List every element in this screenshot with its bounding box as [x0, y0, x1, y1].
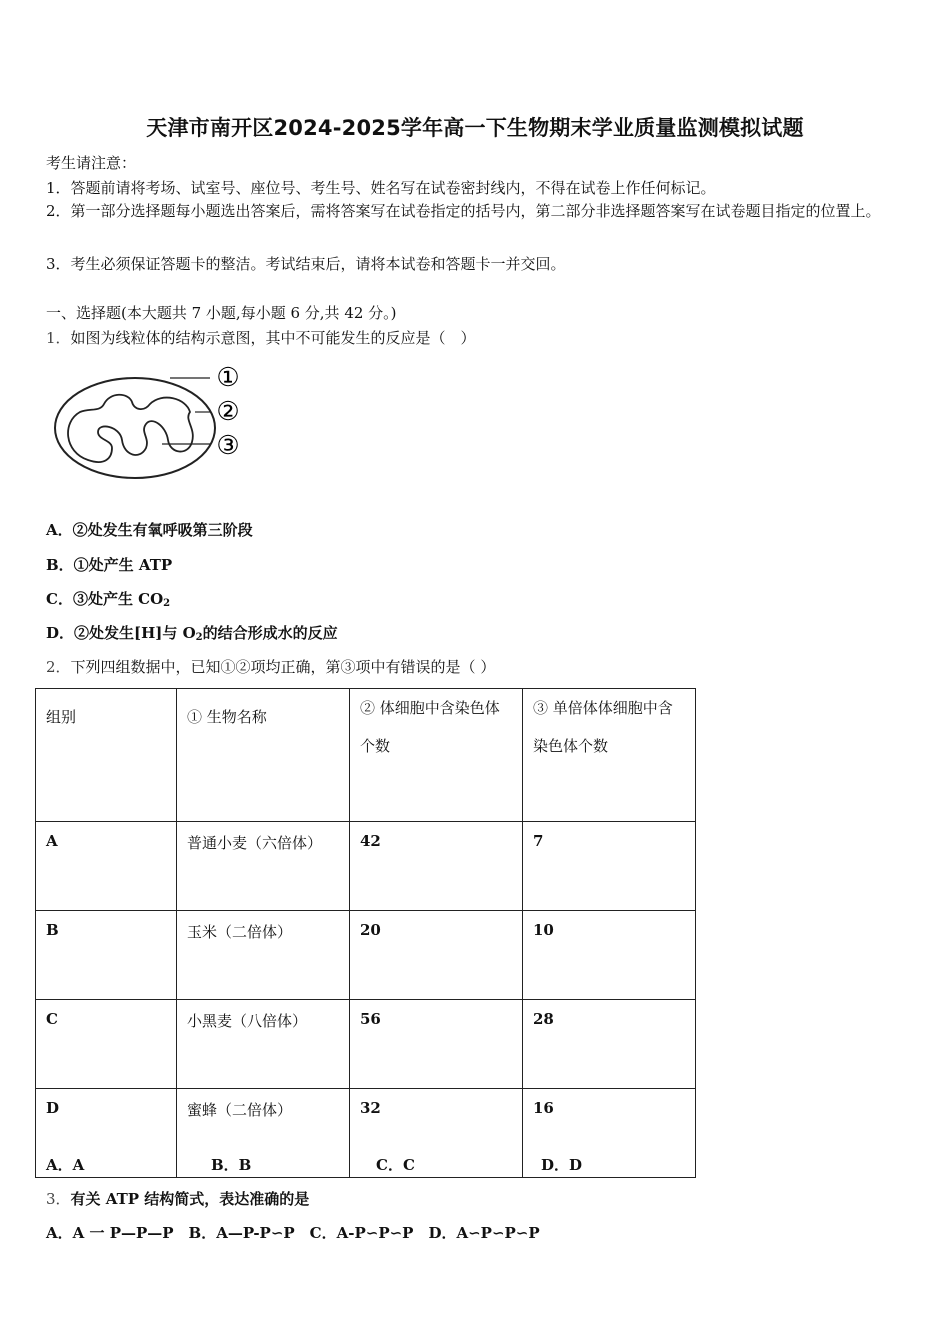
question-stem: 如图为线粒体的结构示意图，其中不可能发生的反应是（ ）	[70, 329, 476, 347]
question-2	[46, 656, 495, 677]
table-cell: 蜜蜂（二倍体）	[177, 1089, 350, 1178]
q1-option-c: C．③处产生 $CO_2$	[46, 590, 171, 609]
question-number: 3．	[46, 1190, 71, 1208]
q2-option-d: D．D	[541, 1156, 583, 1174]
question-1	[46, 327, 476, 348]
table-cell: D	[36, 1089, 177, 1178]
q1-option-b: B．①处产生 ATP	[46, 556, 173, 574]
table-cell: 42	[350, 822, 523, 911]
table-cell: 普通小麦（六倍体）	[177, 822, 350, 911]
table-cell: B	[36, 911, 177, 1000]
table-cell: 玉米（二倍体）	[177, 911, 350, 1000]
question-stem: 下列四组数据中，已知①②项均正确，第③项中有错误的是（ ）	[70, 658, 496, 676]
q2-option-b: B．B	[211, 1156, 252, 1174]
table-row	[36, 1089, 696, 1178]
table-header-row	[36, 689, 696, 822]
q1-option-a: A．②处发生有氧呼吸第三阶段	[46, 521, 253, 539]
q2-option-a: A．A	[46, 1156, 85, 1174]
question-3	[46, 1188, 309, 1209]
table-row	[36, 1000, 696, 1089]
table-cell: 16	[523, 1089, 696, 1178]
inner-membrane-cristae	[68, 395, 193, 462]
table-row	[36, 911, 696, 1000]
table-cell: A	[36, 822, 177, 911]
label-2: ②	[216, 397, 240, 427]
table-cell: 56	[350, 1000, 523, 1089]
table-cell: 28	[523, 1000, 696, 1089]
page-title: 天津市南开区2024-2025学年高一下生物期末学业质量监测模拟试题	[146, 116, 804, 140]
notice-item-3: 3．考生必须保证答题卡的整洁。考试结束后，请将本试卷和答题卡一并交回。	[46, 255, 566, 273]
q2-option-c: C．C	[376, 1156, 415, 1174]
table-cell: 小黑麦（八倍体）	[177, 1000, 350, 1089]
question-number: 1．	[46, 329, 71, 347]
table-header-cell: ③ 单倍体体细胞中含染色体个数	[523, 689, 696, 822]
question-number: 2．	[46, 658, 71, 676]
question-stem: 有关 ATP 结构简式，表达准确的是	[70, 1190, 310, 1208]
table-cell: C	[36, 1000, 177, 1089]
table-cell: 20	[350, 911, 523, 1000]
table-header-cell: ② 体细胞中含染色体个数	[350, 689, 523, 822]
notice-item-1: 1．答题前请将考场、试室号、座位号、考生号、姓名写在试卷密封线内，不得在试卷上作任何标记。	[46, 179, 716, 197]
table-cell: 32	[350, 1089, 523, 1178]
label-3: ③	[216, 431, 240, 461]
mitochondrion-diagram	[50, 362, 250, 492]
chromosome-table	[35, 688, 696, 1178]
notice-item-2: 2．第一部分选择题每小题选出答案后，需将答案写在试卷指定的括号内，第二部分非选择题答案写在试卷题目指定的位置上。	[46, 202, 881, 220]
table-row	[36, 822, 696, 911]
notice-heading: 考生请注意：	[46, 154, 137, 172]
table-header-cell: ① 生物名称	[177, 689, 350, 822]
section-heading: 一、选择题(本大题共 7 小题,每小题 6 分,共 42 分。)	[46, 304, 397, 322]
table-cell: 10	[523, 911, 696, 1000]
q1-option-d: D．②处发生[H]与 $O_2$的结合形成水的反应	[46, 624, 338, 643]
table-cell: 7	[523, 822, 696, 911]
table-header-cell: 组别	[36, 689, 177, 822]
q3-options: A．A 一 P—P—P B．A—P-P∽P C．A-P∽P∽P D．A∽P∽P∽P	[46, 1224, 540, 1242]
label-1: ①	[216, 363, 240, 393]
